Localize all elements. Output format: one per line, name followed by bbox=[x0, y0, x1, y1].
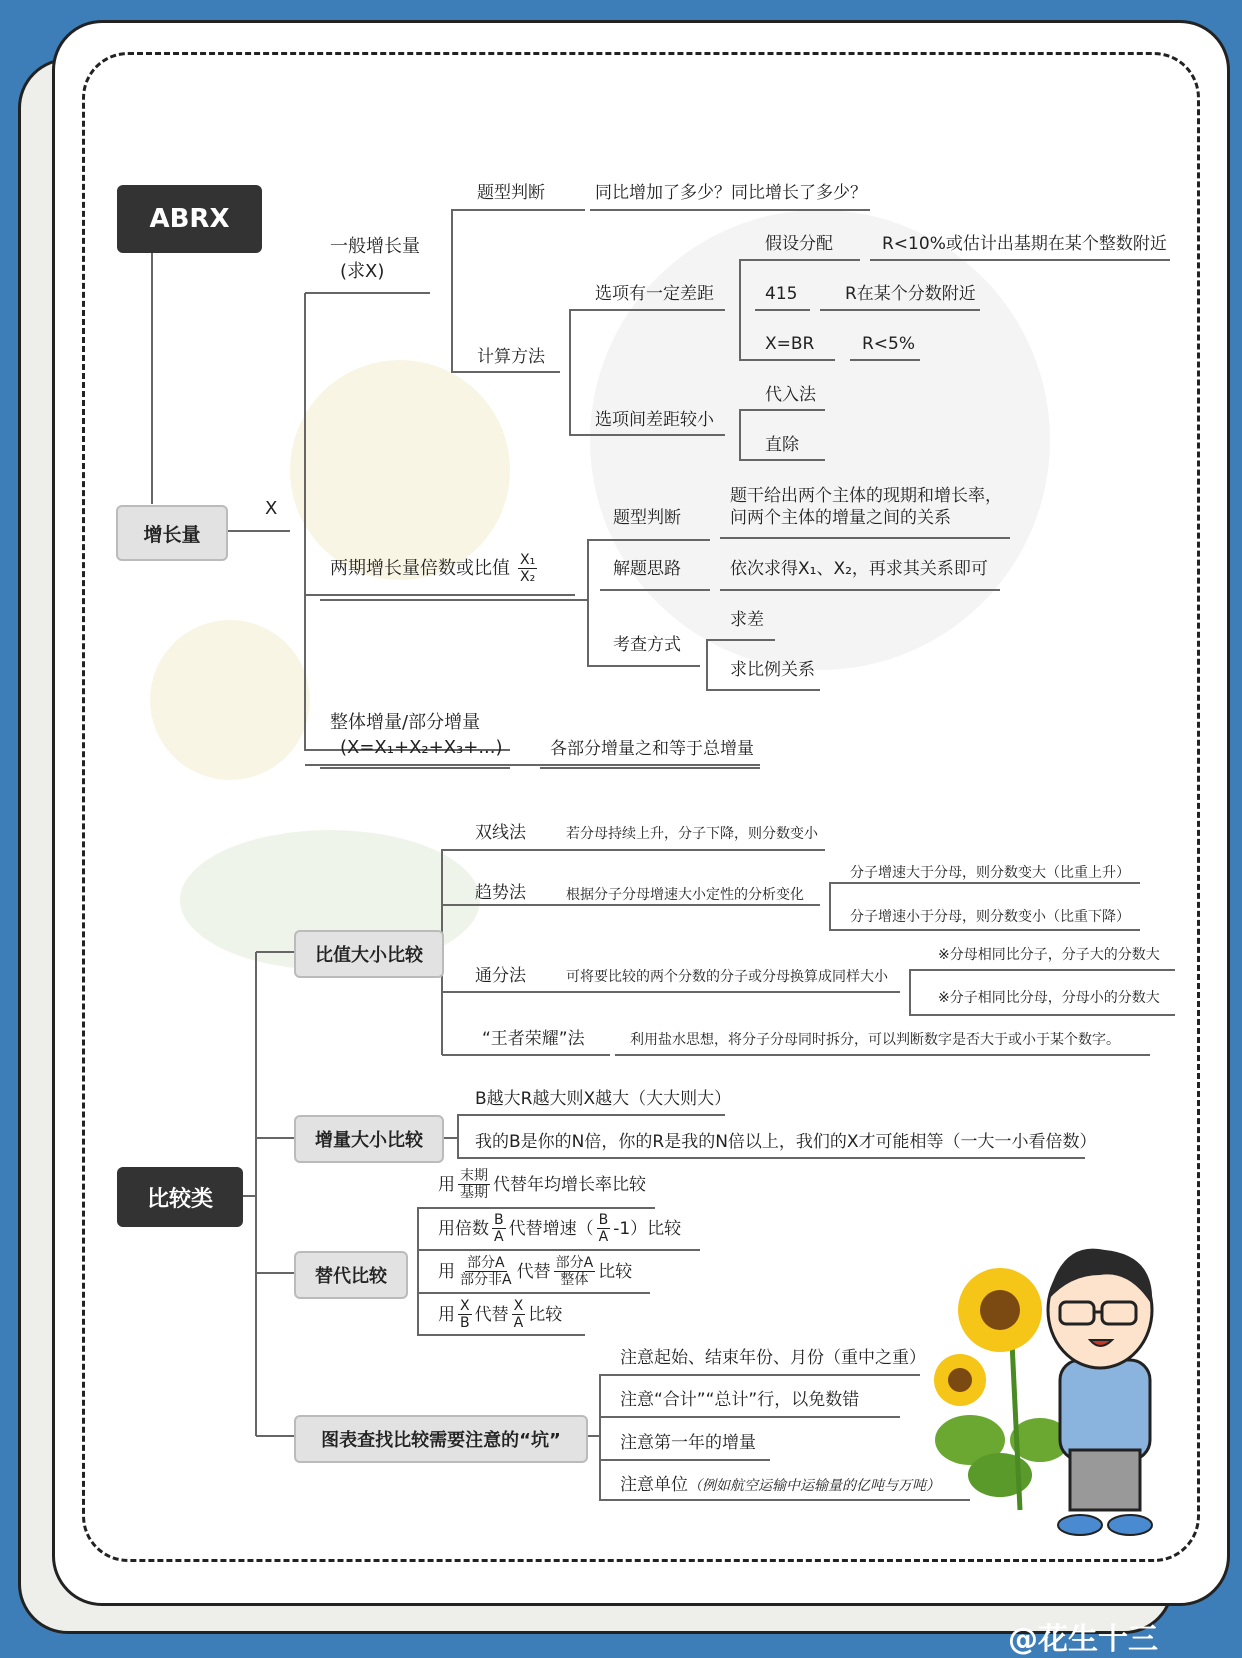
twoperiod-title-text: 两期增长量倍数或比值 bbox=[330, 557, 510, 579]
r4-num2: X bbox=[513, 1298, 524, 1314]
replace-r4-post: 比较 bbox=[528, 1304, 563, 1325]
assume-label: 假设分配 bbox=[765, 234, 833, 254]
replace-r1-post: 代替年均增长率比较 bbox=[493, 1174, 646, 1195]
pitfall-4-main: 注意单位 bbox=[620, 1475, 688, 1495]
r1-den: 基期 bbox=[460, 1185, 488, 1201]
compare-node: 比较类 bbox=[117, 1167, 243, 1227]
replace-r3-pre: 用 bbox=[438, 1261, 455, 1282]
twoperiod-idea-label: 解题思路 bbox=[613, 559, 681, 579]
double-line-label: 双线法 bbox=[475, 823, 526, 843]
general-title: 一般增长量 bbox=[330, 236, 420, 257]
r3-den2: 整体 bbox=[560, 1272, 589, 1288]
r2-num: B bbox=[494, 1212, 504, 1228]
sunflower-icon bbox=[958, 1268, 1042, 1352]
twoperiod-exam-label: 考查方式 bbox=[613, 635, 681, 655]
r4-den: B bbox=[460, 1315, 470, 1331]
r415-text: R在某个分数附近 bbox=[845, 284, 976, 304]
pitfall-4-note: （例如航空运输中运输量的亿吨与万吨） bbox=[688, 1478, 940, 1494]
general-calc-label: 计算方法 bbox=[477, 347, 545, 367]
r1-num: 末期 bbox=[460, 1168, 488, 1184]
replace-r2-post: -1）比较 bbox=[613, 1218, 682, 1239]
double-line-text: 若分母持续上升，分子下降，则分数变小 bbox=[566, 826, 818, 842]
ratio-compare-node: 比值大小比较 bbox=[294, 930, 444, 978]
general-subtitle: (求X) bbox=[340, 261, 385, 282]
replace-row-1 bbox=[438, 1168, 646, 1201]
cartoon-character-illustration bbox=[930, 1240, 1190, 1540]
increment-line1: B越大R越大则X越大（大大则大） bbox=[475, 1089, 732, 1109]
twoperiod-exam-diff: 求差 bbox=[730, 610, 764, 630]
replace-row-3 bbox=[438, 1255, 632, 1288]
replace-r3-fraction bbox=[458, 1255, 514, 1288]
replace-r1-pre: 用 bbox=[438, 1174, 455, 1195]
whole-title: 整体增量/部分增量 bbox=[330, 712, 481, 733]
xbr-text: R<5% bbox=[862, 334, 916, 354]
replace-r2-pre: 用倍数 bbox=[438, 1218, 489, 1239]
frac-denominator: X₂ bbox=[520, 569, 536, 585]
r4-den2: A bbox=[513, 1315, 524, 1331]
gap-large-label: 选项有一定差距 bbox=[595, 284, 714, 304]
twoperiod-fraction bbox=[518, 552, 537, 585]
common-denominator-b: ※分子相同比分母，分母小的分数大 bbox=[938, 990, 1160, 1006]
general-judge-text: 同比增加了多少？同比增长了多少？ bbox=[595, 183, 867, 203]
increment-compare-node: 增量大小比较 bbox=[294, 1115, 444, 1163]
r4-num: X bbox=[460, 1298, 470, 1314]
increment-line2: 我的B是你的N倍，你的R是我的N倍以上，我们的X才可能相等（一大一小看倍数） bbox=[475, 1132, 1097, 1152]
r3-num: 部分A bbox=[467, 1255, 505, 1271]
growth-node: 增长量 bbox=[116, 505, 228, 561]
replace-compare-node: 替代比较 bbox=[294, 1251, 408, 1299]
replace-r4-fraction-2 bbox=[512, 1298, 526, 1331]
replace-r3-post: 比较 bbox=[598, 1261, 633, 1282]
twoperiod-judge-line1: 题干给出两个主体的现期和增长率， bbox=[730, 486, 1002, 506]
twoperiod-exam-ratio: 求比例关系 bbox=[730, 660, 815, 680]
frac-numerator: X₁ bbox=[520, 552, 536, 568]
substitute-label: 代入法 bbox=[765, 385, 816, 405]
r2-num2: B bbox=[598, 1212, 609, 1228]
replace-r4-pre: 用 bbox=[438, 1304, 455, 1325]
root-node: ABRX bbox=[117, 185, 262, 253]
replace-r4-mid: 代替 bbox=[474, 1304, 509, 1325]
gap-small-label: 选项间差距较小 bbox=[595, 410, 714, 430]
king-label: “王者荣耀”法 bbox=[482, 1029, 585, 1049]
twoperiod-title bbox=[330, 552, 540, 585]
replace-r3-fraction-2 bbox=[554, 1255, 596, 1288]
trend-down-text: 分子增速小于分母，则分数变小（比重下降） bbox=[850, 909, 1130, 925]
pitfall-2: 注意“合计”“总计”行，以免数错 bbox=[620, 1390, 860, 1410]
xbr-label: X=BR bbox=[765, 334, 815, 354]
twoperiod-judge-line2: 问两个主体的增量之间的关系 bbox=[730, 508, 951, 528]
r415-label: 415 bbox=[765, 284, 798, 304]
replace-r2-fraction-2 bbox=[597, 1212, 611, 1245]
twoperiod-idea-text: 依次求得X₁、X₂，再求其关系即可 bbox=[730, 559, 988, 579]
replace-r4-fraction bbox=[458, 1298, 472, 1331]
twoperiod-judge-label: 题型判断 bbox=[613, 508, 681, 528]
trend-up-text: 分子增速大于分母，则分数变大（比重上升） bbox=[850, 865, 1130, 881]
replace-row-2 bbox=[438, 1212, 681, 1245]
replace-r2-fraction bbox=[492, 1212, 506, 1245]
pitfall-3: 注意第一年的增量 bbox=[620, 1433, 756, 1453]
direct-label: 直除 bbox=[765, 435, 799, 455]
replace-row-4 bbox=[438, 1298, 562, 1331]
assume-text: R<10%或估计出基期在某个整数附近 bbox=[882, 234, 1167, 254]
pitfall-node: 图表查找比较需要注意的“坑” bbox=[294, 1415, 588, 1463]
king-text: 利用盐水思想，将分子分母同时拆分，可以判断数字是否大于或小于某个数字。 bbox=[630, 1032, 1120, 1048]
replace-r1-fraction bbox=[458, 1168, 490, 1201]
watermark: @花生十三 bbox=[1008, 1622, 1158, 1657]
r2-den2: A bbox=[598, 1229, 609, 1245]
r2-den: A bbox=[494, 1229, 504, 1245]
r3-den: 部分非A bbox=[460, 1272, 512, 1288]
replace-r2-mid: 代替增速（ bbox=[508, 1218, 594, 1239]
replace-r3-mid: 代替 bbox=[516, 1261, 551, 1282]
x-label: X bbox=[265, 498, 278, 519]
whole-text: 各部分增量之和等于总增量 bbox=[550, 739, 754, 759]
trend-text: 根据分子分母增速大小定性的分析变化 bbox=[566, 887, 804, 903]
common-denominator-text: 可将要比较的两个分数的分子或分母换算成同样大小 bbox=[566, 969, 888, 985]
common-denominator-label: 通分法 bbox=[475, 966, 526, 986]
pitfall-1: 注意起始、结束年份、月份（重中之重） bbox=[620, 1348, 926, 1368]
pitfall-4 bbox=[620, 1474, 940, 1497]
general-judge-label: 题型判断 bbox=[477, 183, 545, 203]
r3-num2: 部分A bbox=[555, 1255, 594, 1271]
trend-label: 趋势法 bbox=[475, 883, 526, 903]
whole-subtitle: (X=X₁+X₂+X₃+...) bbox=[340, 737, 503, 758]
common-denominator-a: ※分母相同比分子，分子大的分数大 bbox=[938, 947, 1160, 963]
